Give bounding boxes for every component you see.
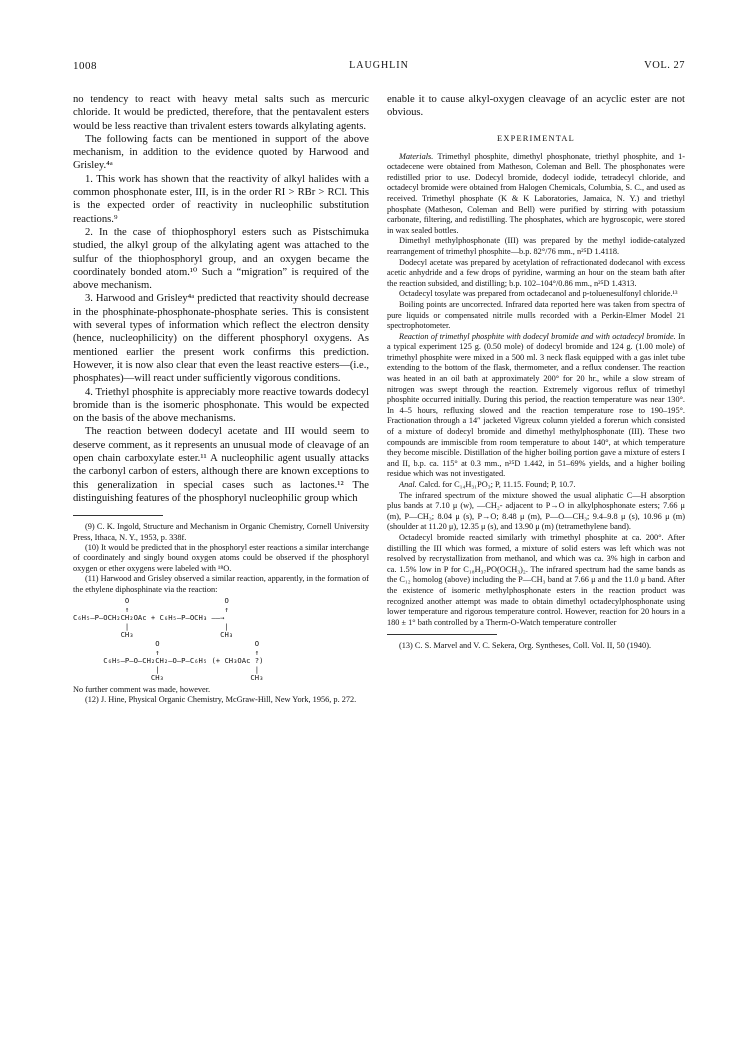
paragraph: The reaction between dodecyl acetate and III would seem to deserve comment, as it represents an unusual mode of cleavage of an open chain carboxylate ester.¹¹ A nucleophilic agent usually attacks the carbonyl carbon of esters, although there are known exceptions to this generalization in special cases such as lactones.¹² The distinguishing features of the phosphoryl nucleophilic group which xyxy=(73,426,369,504)
paragraph: 4. Triethyl phosphite is appreciably more reactive towards dodecyl bromide than is the isomeric phosphonate. This would be expected on the basis of the above mechanisms. xyxy=(73,386,369,425)
left-column xyxy=(73,93,369,706)
reaction-line: CH₃ CH₃ xyxy=(73,630,234,640)
paragraph: Reaction of trimethyl phosphite with dodecyl bromide and with octadecyl bromide. In a typical experiment 125 g. (0.50 mole) of dodecyl bromide and 124 g. (1.00 mole) of trimethyl phosphite were mixed in a 500 ml. 3 neck flask equipped with a gas inlet tube extending to the bottom of the flask, thermometer, and a reflux condenser. The reaction was heated in an oil bath at approximately 200° for 20 hr., while a slow stream of nitrogen was swept through the reaction. Extremely vigorous reflux of trimethyl phosphite occurred initially. During this period, the reaction temperature was near 130°. In 4–5 hours, refluxing slowed and the reaction temperature rose to 190–195°. Fractionation through a 14″ jacketed Vigreux column yielded a forerun which consisted of a mixture of dodecyl bromide and dimethyl methylphosphonate (III). These two compounds are immiscible from room temperature to about 140°, at which temperature they become miscible. Distillation of the higher boiling portion gave a mixture of esters I and II, b.p. ca. 115° at 0.3 mm., n²⁵D 1.442, in 51–69% yields, and a higher boiling residue which was not investigated. xyxy=(387,331,685,479)
run-in-heading: Anal. xyxy=(399,480,417,489)
paragraph: Dodecyl acetate was prepared by acetylation of refractionated dodecanol with excess acetic anhydride and a few drops of pyridine, warming an hour on the steam bath after the reaction subsided, and distilling; b.p. 102–104°/0.86 mm., n²⁵D 1.4313. xyxy=(387,257,685,288)
left-footnotes xyxy=(73,522,369,706)
paragraph: Anal. Calcd. for C₁₄H₃₁PO₃; P, 11.15. Found; P, 10.7. xyxy=(399,480,576,489)
reaction-line: C₆H₅—P—OCH₂CH₂OAc + C₆H₅—P—OCH₃ ——→ xyxy=(73,613,225,623)
paragraph: Boiling points are uncorrected. Infrared data reported here was taken from spectra of pure liquids or compensated nitrile mulls recorded with a Perkin-Elmer Model 21 spectrophotometer. xyxy=(387,299,685,331)
footnote-11-end: No further comment was made, however. xyxy=(73,684,211,694)
reaction-line: | | xyxy=(73,621,229,631)
page-number: 1008 xyxy=(73,60,97,72)
paragraph: Octadecyl tosylate was prepared from octadecanol and p-toluenesulfonyl chloride.¹³ xyxy=(399,289,678,299)
reaction-scheme xyxy=(73,597,369,683)
reaction-line: CH₃ CH₃ xyxy=(73,673,264,683)
paragraph: 3. Harwood and Grisley⁴ᵃ predicted that reactivity should decrease in the phosphinate-phosphonate-phosphate series. This is consistent with several types of information which reflect the electron density (hence, nucleophilicity) on the different phosphoryl oxygens. As mentioned earlier the present work confirms this prediction. However, it is now also clear that even the least reactive esters—(i.e., phosphates)—will react under sufficiently vigorous conditions. xyxy=(73,293,369,385)
running-header xyxy=(73,60,685,76)
reaction-line: O O xyxy=(73,639,260,649)
footnote-13: (13) C. S. Marvel and V. C. Sekera, Org. Syntheses, Coll. Vol. II, 50 (1940). xyxy=(399,641,652,651)
reaction-line: ↑ ↑ xyxy=(73,604,229,614)
paragraph: The infrared spectrum of the mixture showed the usual aliphatic C—H absorption plus bands at 7.10 μ (w), —CH₂- adjacent to P→O in alkylphosphonate esters; 7.66 μ (m), P—CH₃; 8.04 μ (s), P→O; 8.48 μ (m), P—O—CH₃; 9.4–9.8 μ (s), 10.96 μ (m) (shoulder at 11.20 μ), 12.35 μ (s), and 13.90 μ (m) (tetramethylene band). xyxy=(387,490,685,532)
paragraph: Materials. Trimethyl phosphite, dimethyl phosphonate, triethyl phosphite, and 1-octadecene were obtained from Matheson, Coleman and Bell. The phosphonates were redistilled prior to use. Dodecyl bromide, dodecyl iodide, tetradecyl chloride, and octadecyl bromide were obtained from Halogen Chemicals, Columbia, S. C., and used as received. Trimethyl phosphate (K & K Laboratories, Jamaica, N. Y.) and triethyl phosphate (Matheson, Coleman and Bell) were purified by stirring with potassium carbonate, filtering, and redistilling. The phosphates, which are hygroscopic, were stored in wax sealed bottles. xyxy=(387,151,685,235)
run-in-heading: Reaction of trimethyl phosphite with dodecyl bromide and with octadecyl bromide. xyxy=(399,331,676,341)
paragraph: 1. This work has shown that the reactivity of alkyl halides with a common phosphonate ester, III, is in the order RI > RBr > RCl. This is the expected order of reactivity in nucleophilic substitution reactions.⁹ xyxy=(73,173,369,225)
volume-label: VOL. 27 xyxy=(644,60,685,71)
paragraph: enable it to cause alkyl-oxygen cleavage of an acyclic ester are not obvious. xyxy=(387,94,685,119)
footnote-rule xyxy=(387,634,497,635)
left-body xyxy=(73,93,369,505)
paragraph: 2. In the case of thiophosphoryl esters such as Pistschimuka studied, the alkyl group of the alkylating agent was attached to the sulfur of the thiophosphoryl group, and an oxygen became the coordinately bonded atom.¹⁰ Such a “migration” is required of the above mechanism. xyxy=(73,226,369,292)
section-title: EXPERIMENTAL xyxy=(497,133,575,143)
right-column xyxy=(387,93,685,652)
reaction-line: | | xyxy=(73,664,260,674)
paragraph: Octadecyl bromide reacted similarly with trimethyl phosphite at ca. 200°. After distilling the III which was formed, a mixture of solid esters was left which was not resolved by recrystallization from methanol, and which was ca. 3% high in carbon and ca. 1.5% low in P for C₁₈H₃₇PO(OCH₃)₂. The infrared spectrum had the same bands as the C₁₂ homolog (above) including the P—CH₃ band at 7.66 μ and the 11.0 μ band. After the existence of isomeric methylphosphonate esters in the reaction product was recognized another attempt was made to obtain dimethyl octadecylphosphonate using lower temperature and rigorous temperature control. However, reaction for 20 hours in a 180 ± 1° bath controlled by a Therm-O-Watch temperature controller xyxy=(387,532,685,627)
footnote-10: (10) It would be predicted that in the phosphoryl ester reactions a similar interchange of coordinately and singly bound oxygen atoms could be observed if the phosphoryl oxygen or ether oxygens were labeled with ¹⁸O. xyxy=(73,543,369,573)
reaction-line: C₆H₅—P—O—CH₂CH₂—O—P—C₆H₅ (+ CH₃OAc ?) xyxy=(73,656,264,666)
footnote-rule xyxy=(73,515,163,516)
reaction-line: ↑ ↑ xyxy=(73,647,260,657)
experimental-body xyxy=(387,152,685,629)
footnote-12: (12) J. Hine, Physical Organic Chemistry, McGraw-Hill, New York, 1956, p. 272. xyxy=(85,695,357,705)
reaction-line: O O xyxy=(73,596,229,606)
paragraph: The following facts can be mentioned in support of the above mechanism, in addition to the evidence quoted by Harwood and Grisley.⁴ᵃ xyxy=(73,133,369,172)
footnote-9: (9) C. K. Ingold, Structure and Mechanism in Organic Chemistry, Cornell University Press, Ithaca, N. Y., 1953, p. 338f. xyxy=(73,522,369,542)
paragraph: no tendency to react with heavy metal salts such as mercuric chloride. It would be predicted, therefore, that the pentavalent esters would be less reactive than trivalent esters towards alkylating agents. xyxy=(73,94,369,132)
paragraph: Dimethyl methylphosphonate (III) was prepared by the methyl iodide-catalyzed rearrangement of trimethyl phosphite—b.p. 82°/76 mm., n²⁵D 1.4118. xyxy=(387,236,685,256)
running-author: LAUGHLIN xyxy=(349,60,409,71)
run-in-heading: Materials. xyxy=(399,151,434,161)
footnote-11: (11) Harwood and Grisley observed a similar reaction, apparently, in the formation of the ethylene diphosphinate via the reaction: xyxy=(73,574,369,594)
